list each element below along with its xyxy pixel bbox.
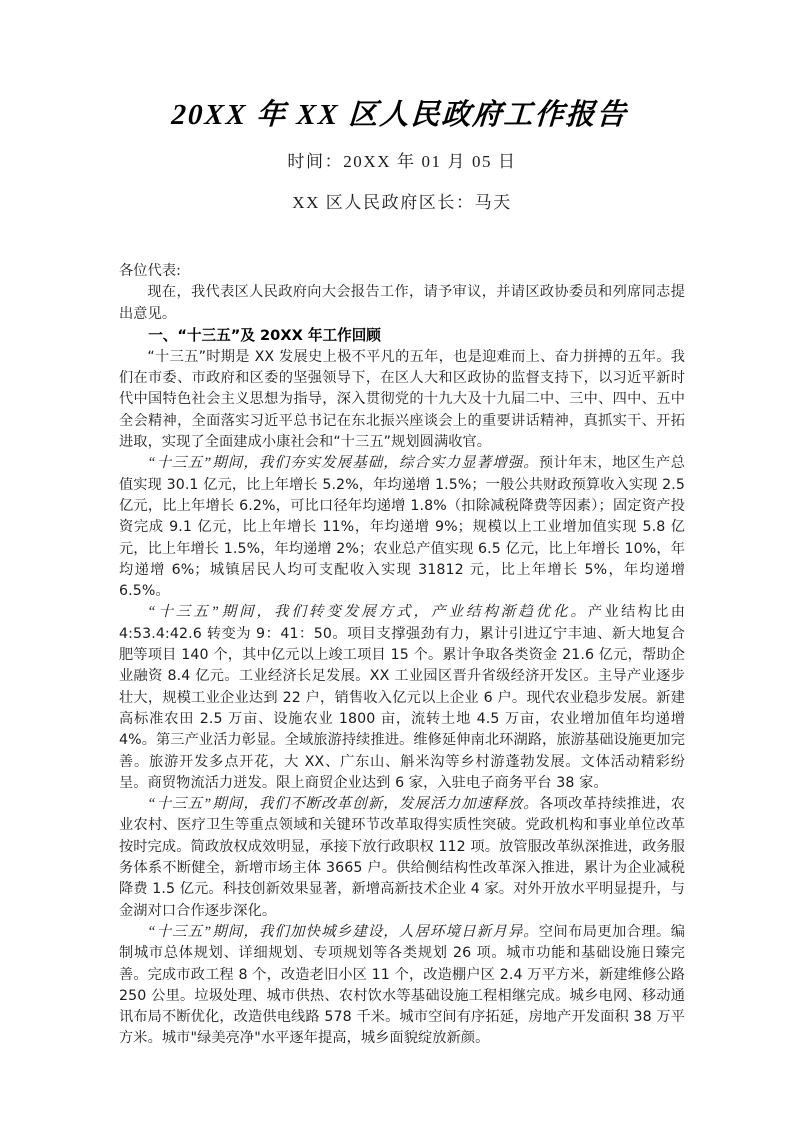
document-body: [119, 213, 685, 1050]
paragraph-leadin: “十三五”期间，我们转变发展方式，产业结构渐趋优化。: [147, 604, 589, 621]
page-title: 20XX 年 XX 区人民政府工作报告: [170, 99, 629, 131]
opening-paragraph: 现在，我代表区人民政府向大会报告工作，请予审议，并请区政协委员和列席同志提出意见。: [119, 284, 685, 322]
body-paragraph: [119, 347, 685, 453]
section-heading-1: 一、“十三五”及 20XX 年工作回顾: [148, 326, 381, 344]
body-paragraph: [119, 922, 685, 1050]
paragraph-leadin: “十三五”期间，我们不断改革创新，发展活力加速释放。: [147, 796, 539, 813]
paragraph-text: 预计年末，地区生产总值实现 30.1 亿元，比上年增长 5.2%，年均递增 1.5%；一般公共财政预算收入实现 2.5 亿元，比上年增长 6.2%，可比口径年均递增 1.8%（扣除减税降费等因素）；固定资产投资完成 9.1 亿元，比上年增长 11%，年均递增 9%；规模以上工业增加值实现 5.8 亿元，比上年增长 1.5%，年均递增 2%；农业总产值实现 6.5 亿元，比上年增长 10%，年均递增 6%；城镇居民人均可支配收入实现 31812 元，比上年增长 5%，年均递增 6.5%。: [119, 455, 685, 600]
paragraph-text: “十三五”时期是 XX 发展史上极不平凡的五年，也是迎难而上、奋力拼搏的五年。我们在市委、市政府和区委的坚强领导下，在区人大和区政协的监督支持下，以习近平新时代中国特色社会主义思想为指导，深入贯彻党的十九大及十九届二中、三中、四中、五中全会精神，全面落实习近平总书记在东北振兴座谈会上的重要讲话精神，真抓实干、开拓进取，实现了全面建成小康社会和“十三五”规划圆满收官。: [119, 348, 685, 451]
report-date-line: 时间：20XX 年 01 月 05 日: [287, 152, 517, 171]
page-content: [119, 0, 685, 1050]
paragraph-leadin: “十三五”期间，我们加快城乡建设，人居环境日新月异。: [147, 923, 539, 940]
salutation: 各位代表:: [119, 263, 182, 279]
paragraph-text: 各项改革持续推进，农业农村、医疗卫生等重点领域和关键环节改革取得实质性突破。党政机构和事业单位改革按时完成。简政放权成效明显，承接下放行政职权 112 项。放管服改革纵深推进，政务服务体系不断健全，新增市场主体 3665 户。供给侧结构性改革深入推进，累计为企业减税降费 1.5 亿元。科技创新效果显著，新增高新技术企业 4 家。对外开放水平明显提升，与金湖对口合作逐步深化。: [119, 796, 685, 919]
body-paragraph: [119, 453, 685, 602]
body-paragraph: [119, 602, 685, 794]
paragraph-leadin: “十三五”期间，我们夯实发展基础，综合实力显著增强。: [147, 455, 539, 472]
report-byline: XX 区人民政府区长：马天: [292, 193, 512, 212]
paragraph-text: 产业结构比由 4:53.4:42.6 转变为 9：41：50。项目支撑强劲有力，累计引进辽宁丰迪、新大地复合肥等项目 140 个，其中亿元以上竣工项目 15 个。累计争取各类资金 21.6 亿元，帮助企业融资 8.4 亿元。工业经济长足发展。XX 工业园区晋升省级经济开发区。主导产业逐步壮大，规模工业企业达到 22 户，销售收入亿元以上企业 6 户。现代农业稳步发展。新建高标准农田 2.5 万亩、设施农业 1800 亩，流转土地 4.5 万亩，农业增加值年均递增 4%。第三产业活力彰显。全域旅游持续推进。维修延伸南北环湖路，旅游基础设施更加完善。旅游开发多点开花，大 XX、广东山、斛米沟等乡村游蓬勃发展。文体活动精彩纷呈。商贸物流活力迸发。限上商贸企业达到 6 家，入驻电子商务平台 38 家。: [119, 604, 685, 791]
body-paragraph: [119, 794, 685, 922]
paragraph-text: 空间布局更加合理。编制城市总体规划、详细规划、专项规划等各类规划 26 项。城市功能和基础设施日臻完善。完成市政工程 8 个，改造老旧小区 11 个，改造棚户区 2.4 万平方米，新建维修公路 250 公里。垃圾处理、城市供热、农村饮水等基础设施工程相继完成。城乡电网、移动通讯布局不断优化，改造供电线路 578 千米。城市空间有序拓延，房地产开发面积 38 万平方米。城市"绿美亮净"水平逐年提高，城乡面貌绽放新颜。: [119, 923, 685, 1047]
